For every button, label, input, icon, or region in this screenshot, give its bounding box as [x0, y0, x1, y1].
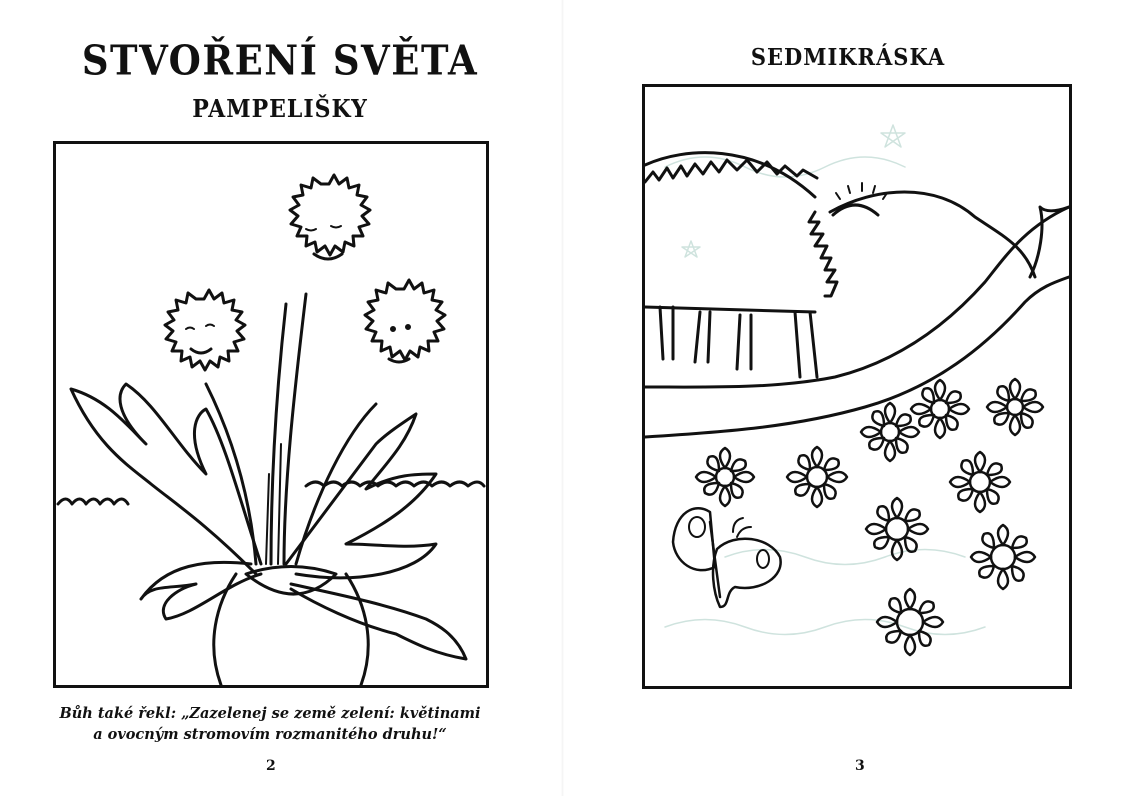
- page-number: 3: [855, 758, 865, 774]
- page-title: STVOŘENÍ SVĚTA: [81, 35, 479, 85]
- daisy-illustration-frame: [642, 84, 1072, 689]
- dandelion-illustration-frame: [53, 141, 489, 688]
- daisy-meadow-illustration: [645, 87, 1069, 686]
- dandelion-head-top: [290, 175, 370, 259]
- bible-verse-caption: [40, 703, 500, 745]
- left-page: [0, 0, 560, 796]
- dandelion-illustration: [56, 144, 486, 685]
- page-title: SEDMIKRÁSKA: [750, 42, 946, 71]
- book-gutter: [561, 0, 564, 796]
- right-page: [565, 0, 1131, 796]
- butterfly: [673, 508, 781, 607]
- page-number: 2: [266, 758, 276, 774]
- caption-line-1: Bůh také řekl: „Zazelenej se země zelení: květinami: [59, 705, 481, 722]
- daisy-flowers: [696, 379, 1043, 655]
- dandelion-head-left: [165, 290, 245, 370]
- caption-line-2: a ovocným stromovím rozmanitého druhu!“: [93, 726, 447, 743]
- dandelion-head-right: [365, 280, 445, 362]
- page-subtitle: PAMPELIŠKY: [192, 94, 368, 124]
